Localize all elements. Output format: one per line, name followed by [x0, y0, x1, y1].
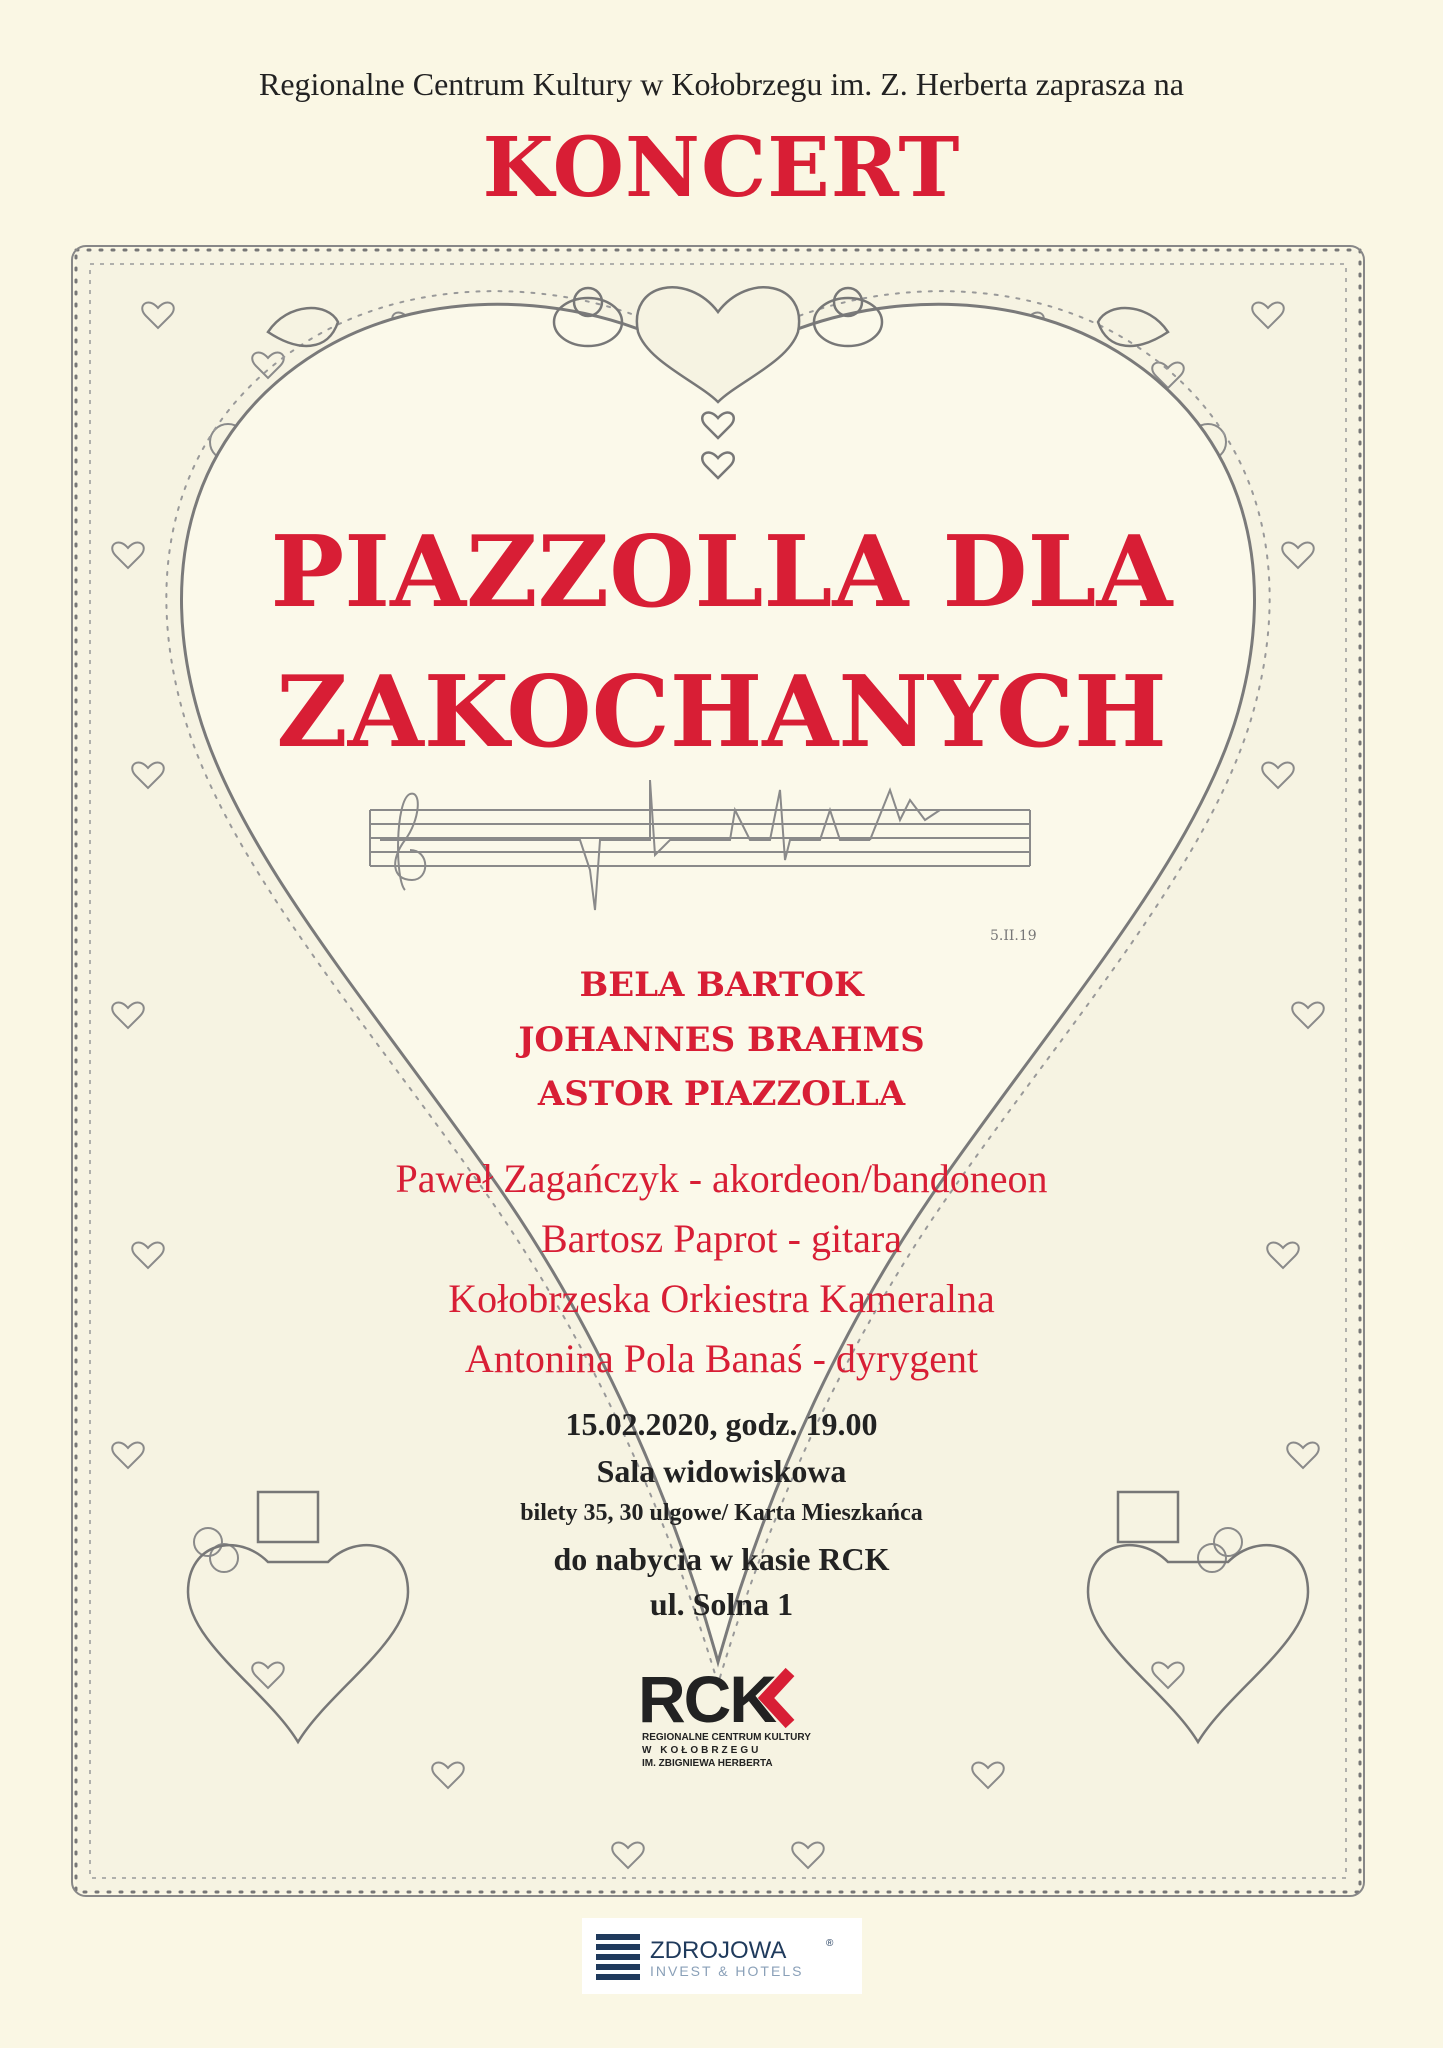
event-datetime: 15.02.2020, godz. 19.00 [565, 1406, 878, 1442]
sponsor-logo [582, 1918, 862, 1994]
sponsor-tagline: INVEST & HOTELS [650, 1963, 804, 1979]
treble-clef-icon [395, 794, 425, 890]
zdrojowa-mark-icon [596, 1934, 640, 1980]
title-line-1: PIAZZOLLA DLA [270, 515, 1173, 630]
sponsor-reg: ® [826, 1938, 834, 1949]
event-address: ul. Solna 1 [649, 1586, 794, 1622]
rck-logo-line3: IM. ZBIGNIEWA HERBERTA [642, 1758, 773, 1769]
rck-logo-mark: RCK [638, 1662, 775, 1736]
intro-text: Regionalne Centrum Kultury w Kołobrzegu im. Z. Herberta zaprasza na [258, 66, 1184, 102]
music-staff-heartbeat [350, 780, 1120, 960]
performer-conductor: Antonina Pola Banaś - dyrygent [464, 1336, 979, 1381]
lace-heart-frame [68, 242, 1368, 1900]
event-tickets: bilety 35, 30 ulgowe/ Karta Mieszkańca [520, 1500, 923, 1526]
title-line-2: ZAKOCHANYCH [276, 655, 1167, 770]
rck-logo-line1: REGIONALNE CENTRUM KULTURY [642, 1732, 811, 1743]
rck-logo-line2: W KOŁOBRZEGU [642, 1745, 762, 1756]
performer-guitar: Bartosz Paprot - gitara [541, 1216, 902, 1261]
event-sale: do nabycia w kasie RCK [553, 1541, 890, 1577]
sponsor-name: ZDROJOWA [650, 1937, 787, 1964]
rck-logo [630, 1660, 820, 1770]
performer-accordion: Paweł Zagańczyk - akordeon/bandoneon [395, 1156, 1048, 1201]
event-venue: Sala widowiskowa [596, 1453, 847, 1489]
composer-piazzolla: ASTOR PIAZZOLLA [537, 1074, 906, 1114]
performer-orchestra: Kołobrzeska Orkiestra Kameralna [448, 1276, 995, 1321]
composer-brahms: JOHANNES BRAHMS [518, 1020, 925, 1060]
koncert-heading: KONCERT [482, 120, 961, 216]
staff-signature: 5.II.19 [990, 928, 1037, 944]
composer-bartok: BELA BARTOK [579, 965, 864, 1005]
